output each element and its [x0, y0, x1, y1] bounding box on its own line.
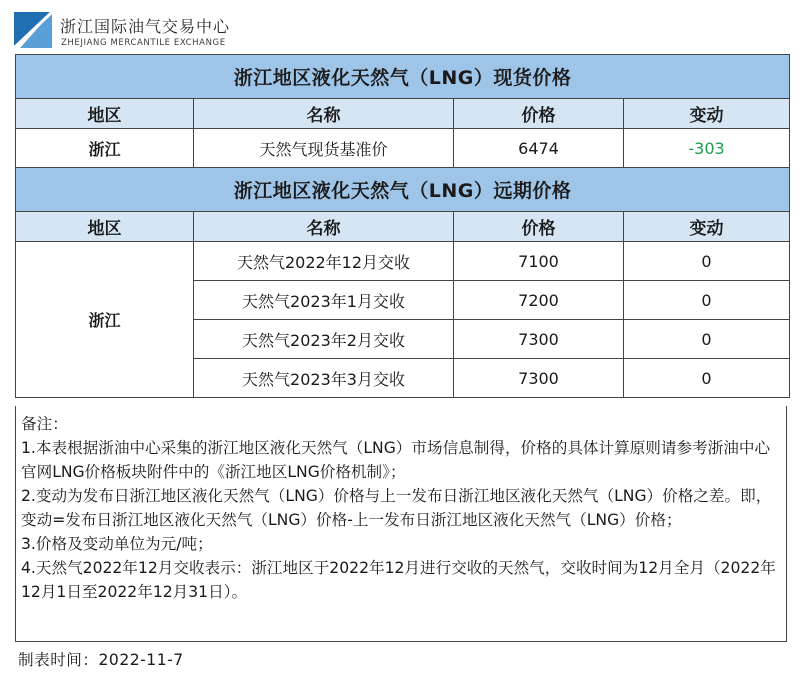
spot-header-change: 变动 — [624, 99, 790, 129]
forward-title: 浙江地区液化天然气（LNG）远期价格 — [16, 168, 790, 212]
forward-change: 0 — [624, 359, 790, 398]
notes-heading: 备注： — [21, 415, 68, 433]
forward-header-change: 变动 — [624, 212, 790, 242]
forward-row — [16, 242, 790, 281]
note-item: 4.天然气2022年12月交收表示：浙江地区于2022年12月进行交收的天然气，交收时间为12月全月（2022年12月1日至2022年12月31日）。 — [21, 559, 776, 601]
forward-header-region: 地区 — [16, 212, 194, 242]
forward-change: 0 — [624, 320, 790, 359]
forward-name: 天然气2022年12月交收 — [194, 242, 454, 281]
forward-price: 7100 — [454, 242, 624, 281]
forward-region: 浙江 — [16, 242, 194, 398]
spot-header-region: 地区 — [16, 99, 194, 129]
note-item: 1.本表根据浙油中心采集的浙江地区液化天然气（LNG）市场信息制得，价格的具体计算原则请参考浙油中心官网LNG价格板块附件中的《浙江地区LNG价格机制》； — [21, 439, 771, 481]
forward-name: 天然气2023年1月交收 — [194, 281, 454, 320]
spot-region: 浙江 — [16, 129, 194, 168]
forward-price: 7300 — [454, 359, 624, 398]
forward-price: 7300 — [454, 320, 624, 359]
spot-header-name: 名称 — [194, 99, 454, 129]
forward-price: 7200 — [454, 281, 624, 320]
exchange-logo — [14, 12, 52, 48]
spot-title: 浙江地区液化天然气（LNG）现货价格 — [16, 55, 790, 99]
spot-price: 6474 — [454, 129, 624, 168]
footer-label: 制表时间： — [18, 651, 99, 669]
spot-change: -303 — [624, 129, 790, 168]
note-item: 3.价格及变动单位为元/吨； — [21, 535, 213, 553]
spot-row — [16, 129, 790, 168]
brand-name-cn: 浙江国际油气交易中心 — [60, 17, 231, 36]
forward-change: 0 — [624, 281, 790, 320]
forward-name: 天然气2023年3月交收 — [194, 359, 454, 398]
forward-name: 天然气2023年2月交收 — [194, 320, 454, 359]
forward-header-price: 价格 — [454, 212, 624, 242]
lng-price-table — [15, 54, 790, 398]
spot-name: 天然气现货基准价 — [194, 129, 454, 168]
brand-name-en: ZHEJIANG MERCANTILE EXCHANGE — [61, 38, 226, 48]
forward-header-name: 名称 — [194, 212, 454, 242]
footer — [18, 648, 184, 670]
spot-header-price: 价格 — [454, 99, 624, 129]
forward-change: 0 — [624, 242, 790, 281]
footer-date: 2022-11-7 — [98, 651, 184, 669]
note-item: 2.变动为发布日浙江地区液化天然气（LNG）价格与上一发布日浙江地区液化天然气（LNG）价格之差。即，变动=发布日浙江地区液化天然气（LNG）价格-上一发布日浙江地区液化天然气（LNG）价格； — [21, 487, 772, 529]
notes-box — [15, 406, 787, 642]
